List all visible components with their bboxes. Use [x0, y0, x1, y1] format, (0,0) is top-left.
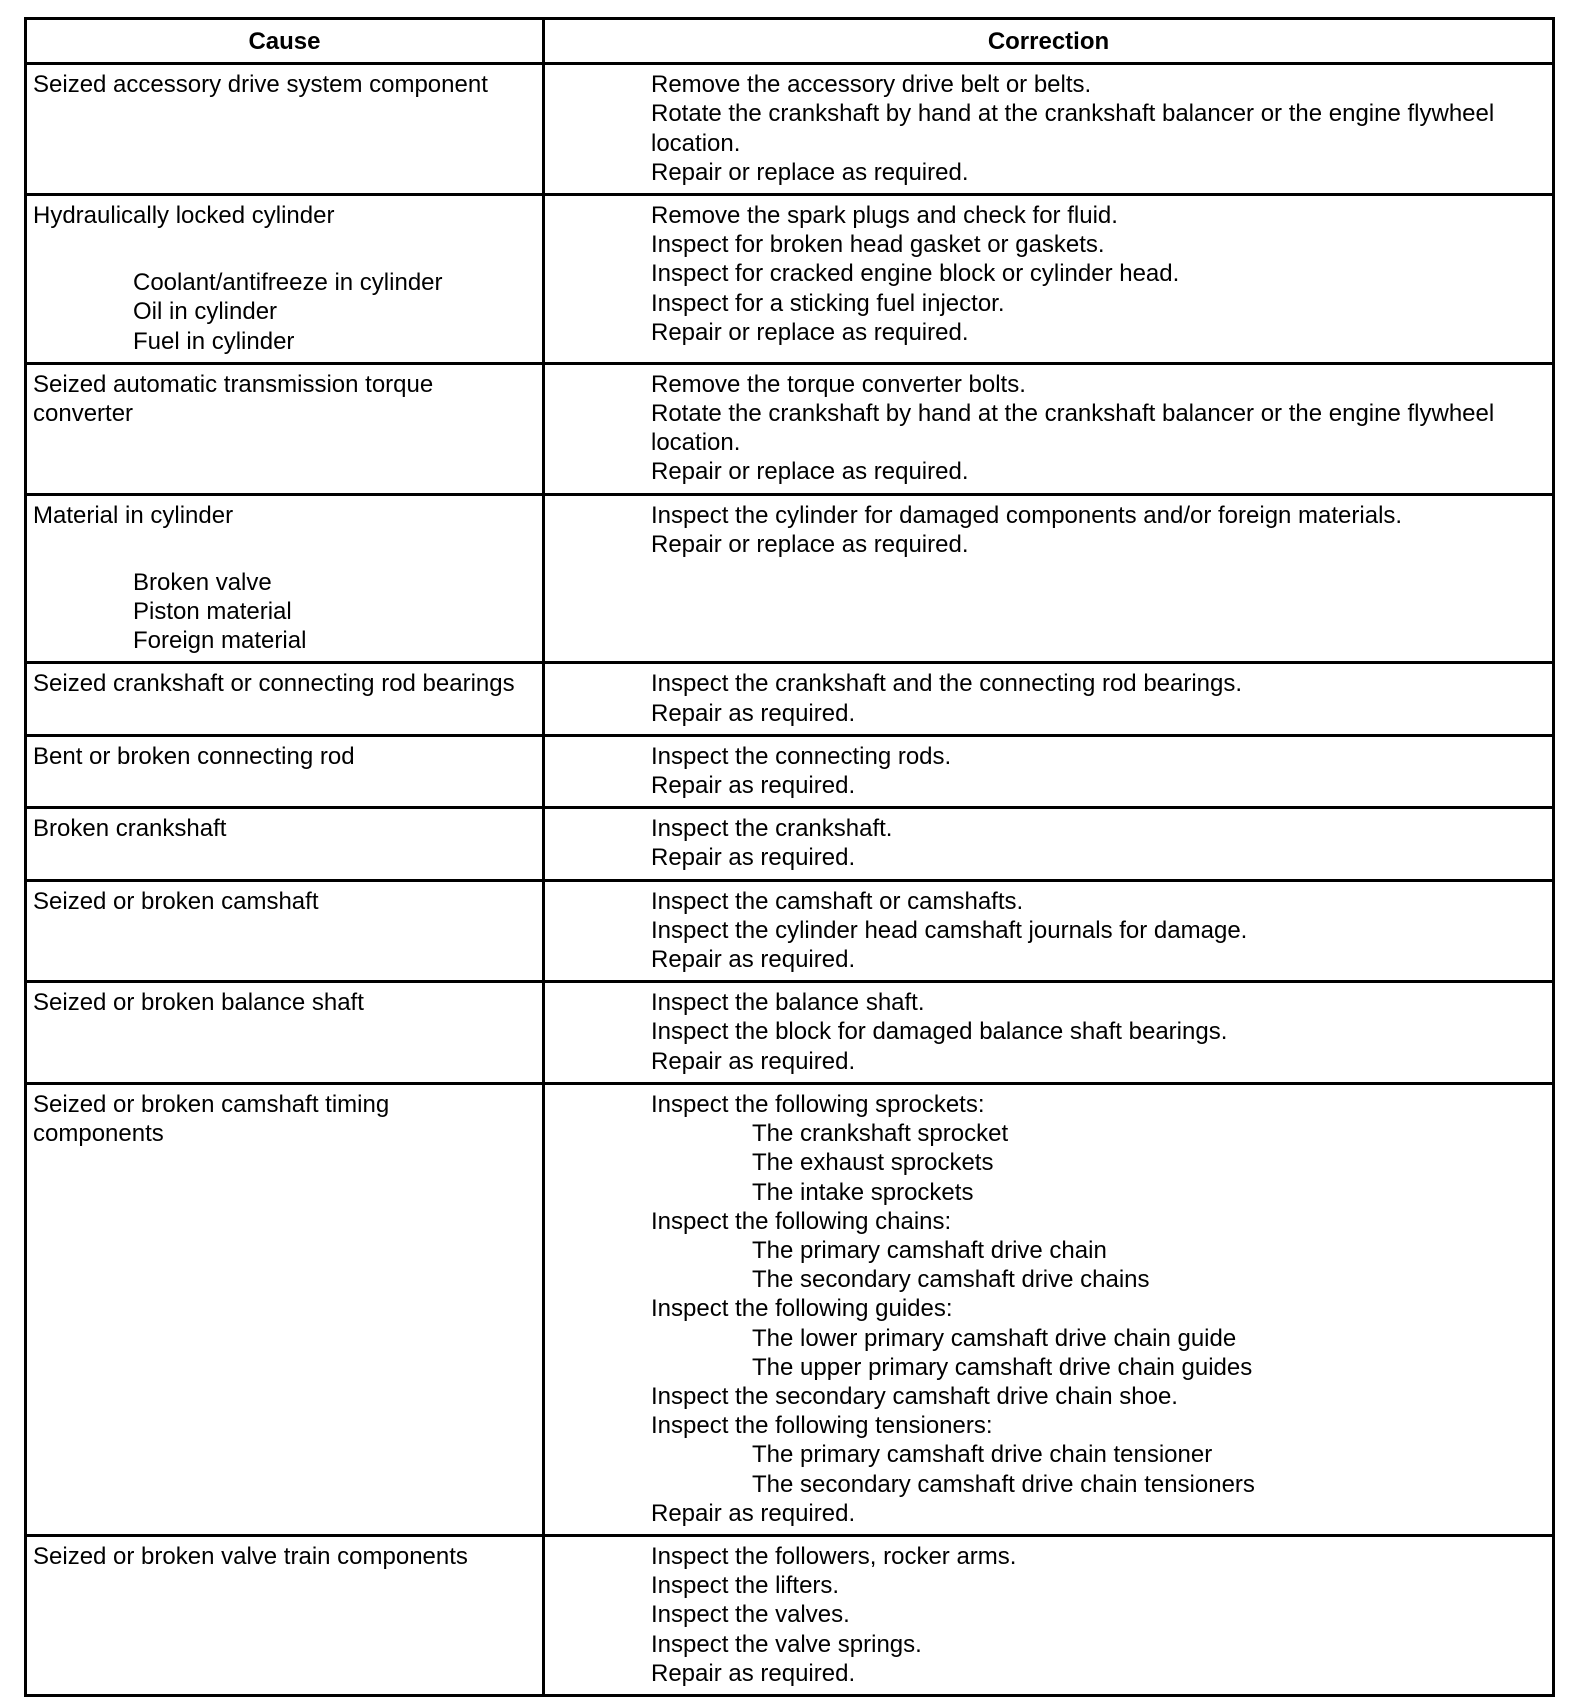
cause-subitem: Fuel in cylinder — [133, 327, 295, 355]
cause-text: Seized or broken balance shaft — [33, 989, 364, 1017]
correction-cell — [544, 494, 1554, 663]
correction-step: Inspect the secondary camshaft drive chain shoe. — [651, 1382, 1178, 1410]
cause-text: Seized or broken valve train components — [33, 1542, 468, 1570]
correction-step: Repair as required. — [651, 1047, 856, 1075]
correction-step: Inspect the camshaft or camshafts. — [651, 887, 1024, 915]
correction-step: Inspect the cylinder for damaged components and/or foreign materials. — [651, 501, 1403, 529]
cause-text: Broken crankshaft — [33, 815, 227, 843]
correction-step: Inspect the block for damaged balance shaft bearings. — [651, 1018, 1228, 1046]
correction-step: Repair as required. — [651, 1499, 856, 1527]
cause-text: Seized or broken camshaft — [33, 887, 319, 915]
correction-step: Repair as required. — [651, 1659, 856, 1687]
correction-cell — [544, 735, 1554, 807]
correction-subitem: The lower primary camshaft drive chain guide — [752, 1324, 1237, 1352]
cause-text: Material in cylinder — [33, 501, 234, 529]
table-row — [26, 64, 1554, 195]
cause-cell — [26, 880, 544, 982]
correction-step: Inspect the lifters. — [651, 1572, 840, 1600]
correction-step: Repair as required. — [651, 844, 856, 872]
spacer — [33, 530, 536, 568]
cause-subitem: Coolant/antifreeze in cylinder — [133, 269, 443, 297]
cause-subitem: Foreign material — [133, 627, 307, 655]
table-row — [26, 735, 1554, 807]
cause-cell — [26, 663, 544, 735]
table-row — [26, 880, 1554, 982]
correction-step: Inspect the following sprockets: — [651, 1090, 985, 1118]
table-row — [26, 494, 1554, 663]
correction-cell — [544, 64, 1554, 195]
correction-cell — [544, 663, 1554, 735]
correction-cell — [544, 195, 1554, 364]
cause-subitem: Oil in cylinder — [133, 298, 278, 326]
diagnosis-table — [24, 17, 1555, 1697]
table-row — [26, 1083, 1554, 1535]
cause-cell — [26, 735, 544, 807]
cause-column-header: Cause — [26, 19, 544, 64]
cause-cell — [26, 195, 544, 364]
table-row — [26, 363, 1554, 494]
correction-step: Repair or replace as required. — [651, 530, 969, 558]
correction-step: Repair or replace as required. — [651, 158, 969, 186]
correction-step: Inspect the balance shaft. — [651, 989, 925, 1017]
cause-cell — [26, 1083, 544, 1535]
table-row — [26, 808, 1554, 880]
table-row — [26, 195, 1554, 364]
cause-text: Bent or broken connecting rod — [33, 742, 355, 770]
correction-step: Inspect the connecting rods. — [651, 742, 952, 770]
cause-text: converter — [33, 400, 134, 428]
cause-text: Seized crankshaft or connecting rod bearings — [33, 670, 515, 698]
cause-cell — [26, 1535, 544, 1695]
cause-cell — [26, 494, 544, 663]
correction-cell — [544, 1083, 1554, 1535]
cause-cell — [26, 363, 544, 494]
cause-subitem: Piston material — [133, 598, 292, 626]
header-row — [26, 19, 1554, 64]
correction-cell — [544, 982, 1554, 1084]
correction-step: Inspect the valves. — [651, 1601, 850, 1629]
correction-step: Remove the spark plugs and check for fluid. — [651, 202, 1118, 230]
correction-cell — [544, 880, 1554, 982]
cause-subitem: Broken valve — [133, 568, 272, 596]
correction-step: Repair as required. — [651, 946, 856, 974]
cause-text: Seized or broken camshaft timing — [33, 1090, 390, 1118]
correction-subitem: The secondary camshaft drive chains — [752, 1266, 1150, 1294]
correction-step: Inspect for cracked engine block or cylinder head. — [651, 260, 1180, 288]
cause-cell — [26, 808, 544, 880]
correction-subitem: The primary camshaft drive chain tensioner — [752, 1441, 1213, 1469]
correction-subitem: The primary camshaft drive chain — [752, 1236, 1107, 1264]
correction-subitem: The crankshaft sprocket — [752, 1120, 1009, 1148]
correction-step: Inspect the following chains: — [651, 1207, 952, 1235]
correction-column-header: Correction — [544, 19, 1554, 64]
correction-step: Rotate the crankshaft by hand at the crankshaft balancer or the engine flywheel location. — [651, 100, 1495, 157]
cause-text: Hydraulically locked cylinder — [33, 202, 335, 230]
correction-step: Remove the accessory drive belt or belts. — [651, 71, 1092, 99]
cause-cell — [26, 64, 544, 195]
correction-step: Inspect the following tensioners: — [651, 1412, 993, 1440]
correction-step: Repair or replace as required. — [651, 458, 969, 486]
correction-step: Remove the torque converter bolts. — [651, 370, 1026, 398]
correction-step: Repair as required. — [651, 699, 856, 727]
table-body — [26, 64, 1554, 1696]
cause-text: Seized automatic transmission torque — [33, 370, 434, 398]
correction-step: Inspect the cylinder head camshaft journals for damage. — [651, 916, 1248, 944]
cause-cell — [26, 982, 544, 1084]
correction-step: Inspect the followers, rocker arms. — [651, 1542, 1017, 1570]
correction-cell — [544, 808, 1554, 880]
correction-step: Repair or replace as required. — [651, 318, 969, 346]
correction-subitem: The upper primary camshaft drive chain guides — [752, 1353, 1253, 1381]
table-row — [26, 663, 1554, 735]
table-row — [26, 982, 1554, 1084]
correction-step: Inspect the valve springs. — [651, 1630, 922, 1658]
correction-subitem: The intake sprockets — [752, 1178, 974, 1206]
correction-cell — [544, 1535, 1554, 1695]
correction-step: Inspect the following guides: — [651, 1295, 953, 1323]
correction-step: Rotate the crankshaft by hand at the crankshaft balancer or the engine flywheel location. — [651, 400, 1495, 457]
cause-text: Seized accessory drive system component — [33, 71, 488, 99]
correction-step: Inspect the crankshaft and the connecting rod bearings. — [651, 670, 1243, 698]
correction-subitem: The exhaust sprockets — [752, 1149, 994, 1177]
correction-subitem: The secondary camshaft drive chain tensioners — [752, 1470, 1255, 1498]
correction-cell — [544, 363, 1554, 494]
table-row — [26, 1535, 1554, 1695]
correction-step: Inspect for a sticking fuel injector. — [651, 289, 1005, 317]
correction-step: Inspect for broken head gasket or gaskets. — [651, 231, 1105, 259]
spacer — [33, 230, 536, 268]
correction-step: Inspect the crankshaft. — [651, 815, 893, 843]
correction-step: Repair as required. — [651, 772, 856, 800]
cause-text: components — [33, 1120, 164, 1148]
